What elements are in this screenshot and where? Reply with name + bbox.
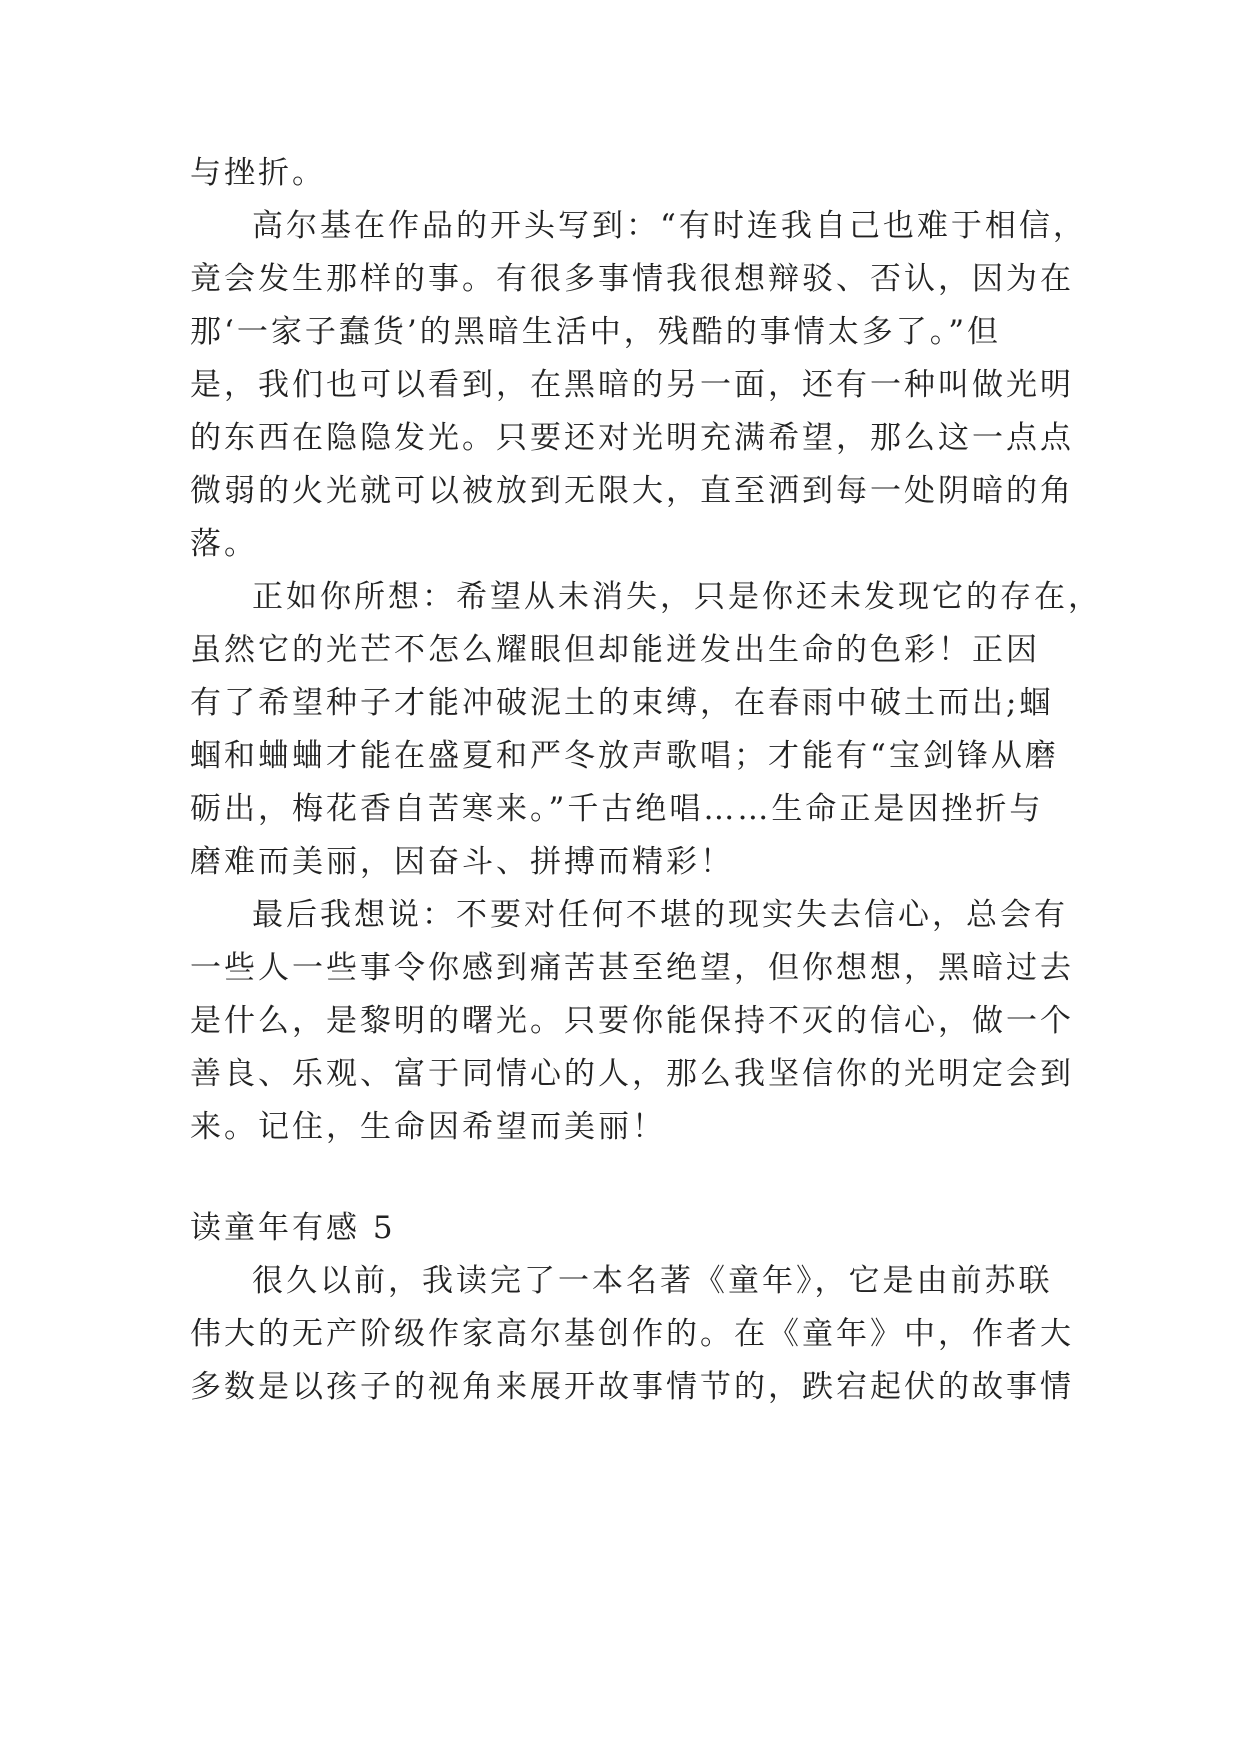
text-line: 蝈和蛐蛐才能在盛夏和严冬放声歌唱；才能有“宝剑锋从磨 [190, 738, 1059, 774]
text-line: 的东西在隐隐发光。只要还对光明充满希望，那么这一点点 [190, 420, 1074, 456]
text-line: 有了希望种子才能冲破泥土的束缚，在春雨中破土而出;蝈 [190, 685, 1054, 721]
paragraph-first-line: 最后我想说：不要对任何不堪的现实失去信心，总会有 [252, 897, 1068, 933]
text-line: 砺出，梅花香自苦寒来。”千古绝唱……生命正是因挫折与 [190, 791, 1044, 827]
text-line: 是，我们也可以看到，在黑暗的另一面，还有一种叫做光明 [190, 367, 1074, 403]
text-line: 来。记住，生命因希望而美丽！ [190, 1109, 666, 1145]
text-line: 竟会发生那样的事。有很多事情我很想辩驳、否认，因为在 [190, 261, 1074, 297]
text-line: 磨难而美丽，因奋斗、拼搏而精彩！ [190, 844, 734, 880]
paragraph-first-line: 正如你所想：希望从未消失，只是你还未发现它的存在， [252, 579, 1102, 615]
text-line: 与挫折。 [190, 155, 326, 191]
text-line: 善良、乐观、富于同情心的人，那么我坚信你的光明定会到 [190, 1056, 1074, 1092]
text-line: 落。 [190, 526, 258, 562]
text-line: 伟大的无产阶级作家高尔基创作的。在《童年》中，作者大 [190, 1316, 1074, 1352]
paragraph-first-line: 很久以前，我读完了一本名著《童年》，它是由前苏联 [252, 1263, 1053, 1299]
text-line: 微弱的火光就可以被放到无限大，直至洒到每一处阴暗的角 [190, 473, 1074, 509]
paragraph-first-line: 高尔基在作品的开头写到：“有时连我自己也难于相信， [252, 208, 1087, 244]
text-line: 虽然它的光芒不怎么耀眼但却能迸发出生命的色彩！正因 [190, 632, 1040, 668]
text-line: 那‘一家子蠢货’的黑暗生活中，残酷的事情太多了。”但 [190, 314, 1002, 350]
section-heading: 读童年有感 5 [190, 1210, 396, 1246]
text-line: 一些人一些事令你感到痛苦甚至绝望，但你想想，黑暗过去 [190, 950, 1074, 986]
text-line: 是什么，是黎明的曙光。只要你能保持不灭的信心，做一个 [190, 1003, 1074, 1039]
text-line: 多数是以孩子的视角来展开故事情节的，跌宕起伏的故事情 [190, 1369, 1074, 1405]
